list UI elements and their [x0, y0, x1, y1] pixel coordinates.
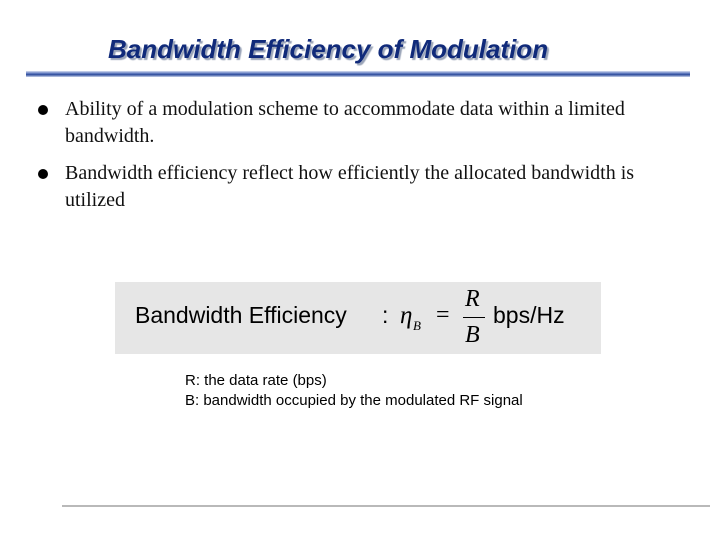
- bullet-list: [38, 96, 698, 224]
- formula-equals: =: [436, 302, 450, 328]
- note-line: R: the data rate (bps): [185, 372, 327, 389]
- bullet-dot-icon: [38, 169, 48, 179]
- footer-divider: [62, 505, 710, 507]
- formula-label: Bandwidth Efficiency: [135, 302, 347, 328]
- formula-numerator: R: [465, 286, 480, 312]
- bullet-item: [38, 96, 698, 150]
- formula-colon: :: [382, 302, 389, 328]
- title-underline: [26, 71, 690, 77]
- note-line: B: bandwidth occupied by the modulated RF signal: [185, 392, 523, 409]
- formula-denominator: B: [465, 322, 480, 348]
- bullet-text: Ability of a modulation scheme to accommodate data within a limited bandwidth.: [65, 98, 625, 147]
- formula-notes: [185, 371, 523, 411]
- slide-title: Bandwidth Efficiency of Modulation: [108, 34, 549, 64]
- fraction-bar: [463, 317, 485, 318]
- formula-subscript: B: [413, 318, 421, 333]
- bullet-dot-icon: [38, 105, 48, 115]
- bullet-item: [38, 160, 698, 214]
- formula-unit: bps/Hz: [493, 302, 565, 328]
- bullet-text: Bandwidth efficiency reflect how efficiently the allocated bandwidth is utilized: [65, 162, 635, 211]
- formula-symbol: η: [400, 302, 413, 329]
- formula-box: [115, 282, 601, 354]
